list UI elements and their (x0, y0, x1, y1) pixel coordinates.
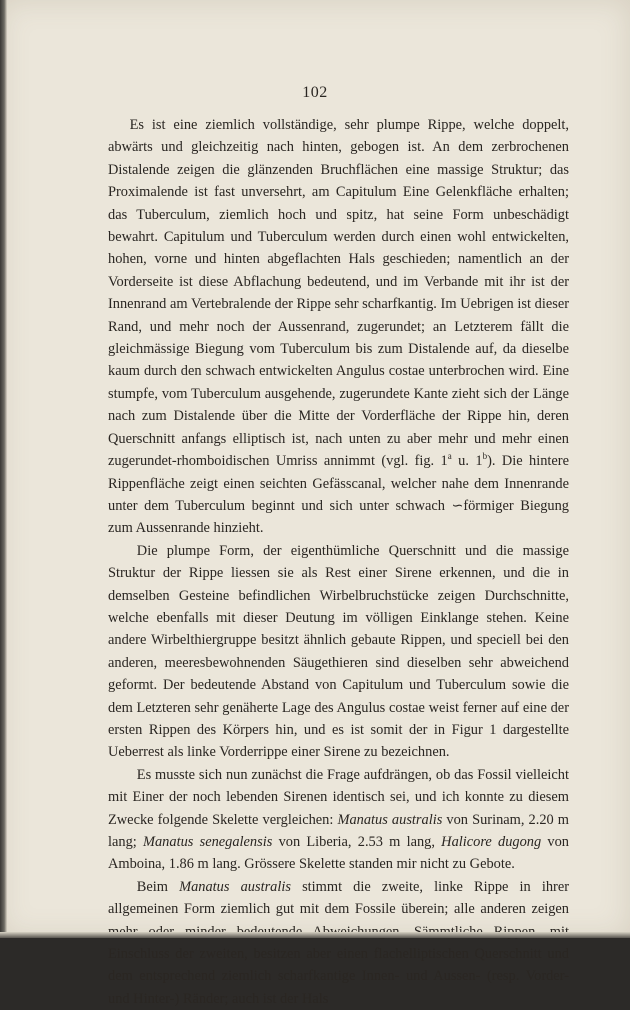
text-segment: Es musste sich nun zunächst die Frage aufdrängen, ob das Fossil vielleicht mit Einer der noch lebenden Sirenen identisch sei, und ich konnte zu diesem Zwecke folgende Skelette vergleichen: (108, 766, 569, 828)
text-segment: von Amboina, 1.86 m lang. Grössere Skelette standen mir nicht zu Gebote. (108, 834, 569, 873)
figure-superscript: b (482, 451, 488, 462)
text-segment: von Liberia, 2.53 m lang, (272, 834, 442, 850)
species-name: Manatus senegalensis (143, 834, 273, 850)
paragraph (108, 764, 569, 876)
species-name: Manatus australis (179, 878, 291, 895)
species-name: Halicore dugong (441, 834, 542, 850)
page-number: 102 (302, 84, 328, 101)
text-segment: Die plumpe Form, der eigenthümliche Querschnitt und die massige Struktur der Rippe liessen sie als Rest einer Sirene erkennen, und die in demselben Gesteine befindlichen Wirbelbruchstücke zeigen Durchschnitte, welche ebenfalls mit dieser Deutung im völligen Einklange stehen. Keine andere Wirbelthiergruppe besitzt ähnlich gebaute Rippen, und speciell bei den anderen, meeresbewohnenden Säugethieren sind dieselben sehr abweichend geformt. Der bedeutende Abstand von Capitulum und Tuberculum sowie die dem Letzteren sehr genäherte Lage des Angulus costae weist ferner auf eine der ersten Rippen des Körpers hin, und es ist somit der in Figur 1 dargestellte Ueberrest als linke Vorderrippe einer Sirene zu bezeichnen. (108, 542, 569, 761)
paragraph (108, 540, 569, 764)
page-binding-edge (0, 0, 7, 938)
text-segment: förmiger Biegung zum Aussenrande hinzieht. (108, 497, 570, 537)
text-segment: stimmt die zweite, linke Rippe in ihrer allgemeinen Form ziemlich gut mit dem Fossile überein; alle anderen zeigen Einschluss der zweiten, besitzen aber einen flachelliptischen Querschnitt und dem entsprechend ziemlich scharfkantige Innen- und Aussen- (resp. Vorder- und Hinter-) Ränder; auch ist der Hals (108, 878, 569, 1007)
species-name: Manatus australis (337, 811, 443, 828)
text-segment: Beim (136, 878, 180, 895)
tilde-curve-symbol: ∽ (451, 497, 464, 514)
text-segment: Es ist eine ziemlich vollständige, sehr plumpe Rippe, welche doppelt, abwärts und gleichzeitig nach hinten, gebogen ist. An dem zerbrochenen Distalende zeigen die glänzenden Bruchflächen eine massige Struktur; das Proximalende ist fast unversehrt, am Capitulum Eine Gelenkfläche erhalten; das Tuberculum, ziemlich hoch und spitz, hat seine Form unbeschädigt bewahrt. Capitulum und Tuberculum werden durch einen wohl entwickelten, hohen, vorne und hinten abgeflachten Hals geschieden; namentlich an der Vorderseite ist diese Abflachung bedeutend, und im Verbande mit ihr ist der Innenrand am Vertebralende der Rippe sehr scharfkantig. Im Uebrigen ist dieser Rand, und mehr noch der Aussenrand, zugerundet; an Letzterem fällt die gleichmässige Biegung vom Tuberculum bis zum Distalende auf, da dieselbe kaum durch den schwach entwickelten Angulus costae unterbrochen wird. Eine stumpfe, vom Tuberculum ausgehende, zugerundete Kante zieht sich der Länge nach zum Distalende über die Mitte der Vorderfläche der Rippe hin, deren Querschnitt anfangs elliptisch ist, nach unten zu aber mehr und mehr einen zugerundet-rhomboidischen Umriss annimmt (vgl. fig. 1 (108, 117, 569, 470)
text-segment: von Surinam, 2.20 m lang; (108, 811, 569, 850)
text-segment: ). Die hintere Rippenfläche zeigt einen seichten Gefässcanal, welcher nahe dem Innenrande unter dem Tuberculum beginnt und sich unter schwach (108, 453, 569, 514)
text-segment: u. 1 (451, 453, 483, 470)
paragraph (108, 876, 569, 1010)
paragraph (108, 114, 569, 540)
page-bottom-edge (0, 932, 630, 938)
body-text (108, 114, 569, 1010)
figure-superscript: a (447, 451, 452, 462)
